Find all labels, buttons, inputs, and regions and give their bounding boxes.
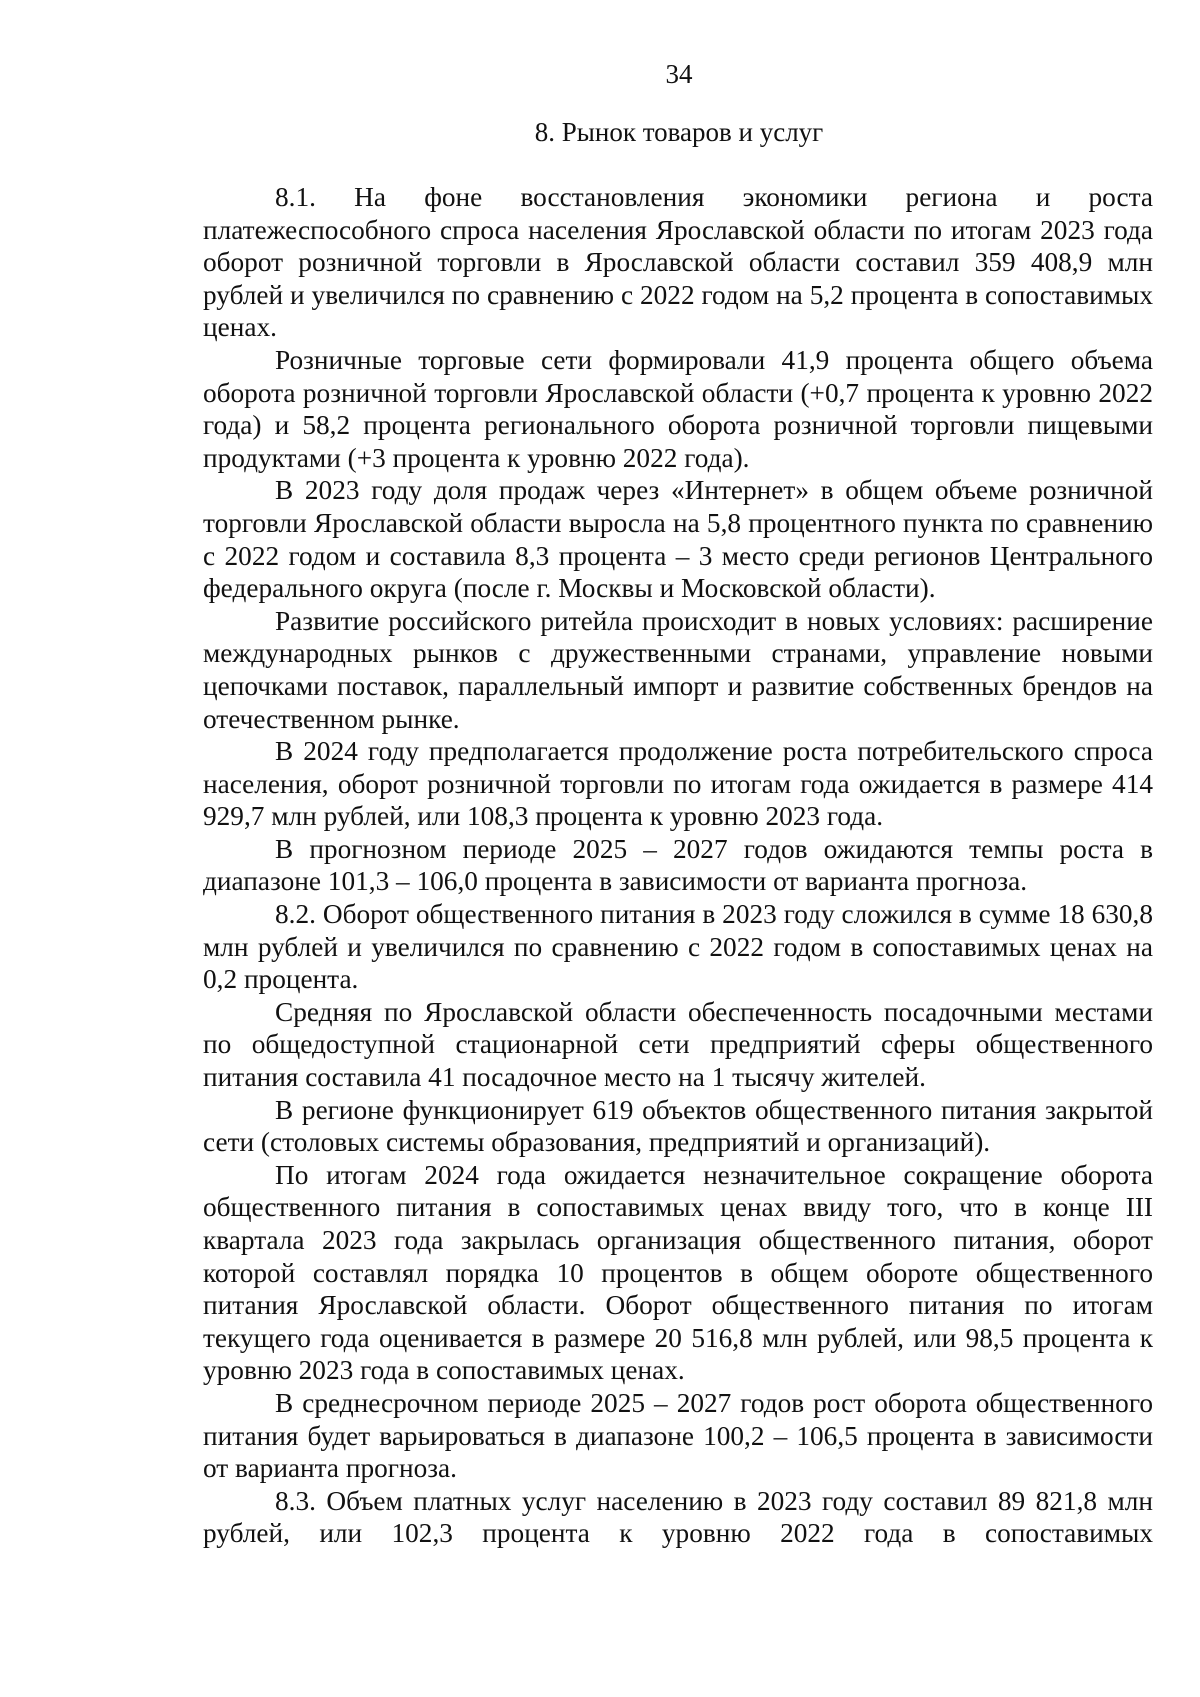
section-heading: 8. Рынок товаров и услуг [534, 117, 824, 147]
paragraph-catering-turnover: 8.2. Оборот общественного питания в 2023 году сложился в сумме 18 630,8 млн рублей и увеличился по сравнению с 2022 годом в сопоставимых ценах на 0,2 процента. [203, 899, 1153, 995]
paragraph-catering-forecast: В среднесрочном периоде 2025 – 2027 годов рост оборота общественного питания будет варьироваться в диапазоне 100,2 – 106,5 процента в зависимости от варианта прогноза. [203, 1387, 1153, 1484]
paragraph-internet-sales: В 2023 году доля продаж через «Интернет» в общем объеме розничной торговли Ярославской области выросла на 5,8 процентного пункта по сравнению с 2022 годом и составила 8,3 процента – 3 место среди регионов Центрального федерального округа (после г. Москвы и Московской области). [203, 475, 1153, 604]
body-text [203, 181, 1153, 1550]
paragraph-retail-turnover: 8.1. На фоне восстановления экономики региона и роста платежеспособного спроса населения Ярославской области по итогам 2023 года оборот розничной торговли в Ярославской области составил 359 408,9 млн рублей и увеличился по сравнению с 2022 годом на 5,2 процента в сопоставимых ценах. [203, 182, 1153, 343]
paragraph-closed-catering: В регионе функционирует 619 объектов общественного питания закрытой сети (столовых системы образования, предприятий и организаций). [203, 1094, 1153, 1158]
paragraph-catering-2024: По итогам 2024 года ожидается незначительное сокращение оборота общественного питания в сопоставимых ценах ввиду того, что в конце III квартала 2023 года закрылась организация общественного питания, оборот которой составлял порядка 10 процентов в общем обороте общественного питания Ярославской области. Оборот общественного питания по итогам текущего года оценивается в размере 20 516,8 млн рублей, или 98,5 процента к уровню 2023 года в сопоставимых ценах. [203, 1159, 1153, 1386]
paragraph-retail-development: Развитие российского ритейла происходит в новых условиях: расширение международных рынков с дружественными странами, управление новыми цепочками поставок, параллельный импорт и развитие собственных брендов на отечественном рынке. [203, 605, 1153, 734]
paragraph-catering-seats: Средняя по Ярославской области обеспеченность посадочными местами по общедоступной стационарной сети предприятий сферы общественного питания составила 41 посадочное место на 1 тысячу жителей. [203, 996, 1153, 1093]
paragraph-paid-services: 8.3. Объем платных услуг населению в 2023 году составил 89 821,8 млн рублей, или 102,3 процента к уровню 2022 года в сопоставимых [203, 1485, 1153, 1549]
paragraph-retail-2024: В 2024 году предполагается продолжение роста потребительского спроса населения, оборот розничной торговли по итогам года ожидается в размере 414 929,7 млн рублей, или 108,3 процента к уровню 2023 года. [203, 736, 1153, 832]
paragraph-retail-chains: Розничные торговые сети формировали 41,9 процента общего объема оборота розничной торговли Ярославской области (+0,7 процента к уровню 2022 года) и 58,2 процента регионального оборота розничной торговли пищевыми продуктами (+3 процента к уровню 2022 года). [203, 344, 1153, 473]
paragraph-retail-forecast: В прогнозном периоде 2025 – 2027 годов ожидаются темпы роста в диапазоне 101,3 – 106,0 процента в зависимости от варианта прогноза. [203, 833, 1153, 897]
page-number: 34 [665, 59, 693, 89]
